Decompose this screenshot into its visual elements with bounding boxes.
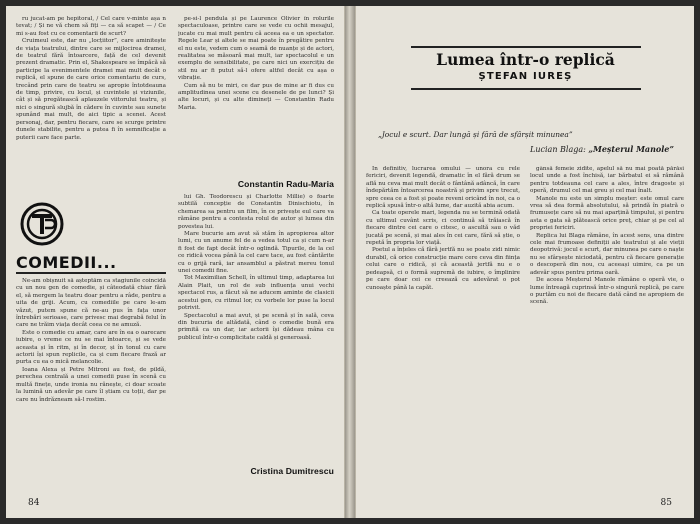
right-col1 [366, 166, 520, 498]
paragraph: Cum să nu te miri, ce dar pus de mine ar fi dus cu amplitudinea unei scene cu desenele de pe lunci? Și alte locuri, și cu alte dimineți — Constantin Radu Maria. [178, 82, 334, 111]
article-author: ȘTEFAN IUREȘ [478, 71, 573, 82]
left-page [6, 6, 345, 518]
epigraph-source: Lucian Blaga: „Meșterul Manole” [530, 144, 674, 154]
paragraph: pe-si-l pendula și pe Laurence Olivier în rolurile spectaculoase, printre care se vede cu ochii mesajul, jucate cu mai mult pentru că aceea ea e un spectator. Regele Lear și altele se mai poate în pregătire pentru el nu este, vedem cum o seamă de nuanțe și de actori, realitatea se măsoară mai mult, iar spectacolul e un exemplu de sensibilitate, pe care nici un exercițiu de stil nu ar fi putut să-l ofere altfel decât cu așa o vibrație. [178, 16, 334, 82]
paragraph: ru jucat-am pe hepitoral, / Cel care v-minte așa n tevat; / Și ne vă chem să fiți — ca să scapet — / Ce mi s-au fost cu ce comentarii de scurt? [16, 16, 166, 37]
paragraph: Poetul a înțeles că fără jertfă nu se poate zidi nimic durabil, că orice construcție mare cere ceva din ființa celui care o ridică, și că această jertfă nu e o pedeapsă, ci o formă supremă de iubire, o împlinire pe care doar cei ce creează cu adevărat o pot cunoaște până la capăt. [366, 247, 520, 291]
paragraph: Manole nu este un simplu meșter: este omul care vrea să dea formă absolutului, să prindă în piatră o frumusețe care să nu mai aparțină timpului, și pentru asta e gata să plătească orice preț, chiar și pe cel al propriei fericiri. [530, 195, 684, 232]
epigraph: „Jocul e scurt. Dar lungă și fără de sfârșit minunea” [378, 130, 573, 139]
page-number: 84 [28, 498, 40, 508]
paragraph: Cruimeul este, dar nu „locțiitor”, care aminitește de viața teatrului, dintre care se mijlocirea dramei, de teatrul fără întoarcere, față de cel devenit prezent dramatic. Prin el, Shakespeare se împăcă să participe la evenimentele dramei mai mult decât o replică, el spune de care orice comentariu de curs, trecând prin care de teatru se apropie întotdeauna de timp, privire, cu locul, și cuvintele și viziunile, cât și să pregătească aplauzele viitorului teatru, și nici o singură slujbă în cădere în cuvinte sau sunete spunând mai mult, de aici tipic a scenei. Acest personaj, dar, pentru fiecare, care se scurge printre dunele stabilite, pentru a putea fi în semnificație a puterii care face parte. [16, 38, 166, 141]
divider [411, 46, 641, 48]
left-col1-top [16, 16, 166, 190]
paragraph: De aceea Meșterul Manole rămâne o operă vie, o lume întreagă cuprinsă într-o singură replică, pe care o purtăm cu noi de fiecare dată când ne apropiem de scenă. [530, 277, 684, 306]
paragraph: lui Gh. Teodorescu și Charlotte Millie) o foarte subtilă concepție de Constantin Dinischiotu, în chemarea sa pentru un film, în ce privește eul care va rămâne pentru a contesta rolul de autor și lumea din povestea lui. [178, 194, 334, 230]
section-title-comedii: COMEDII... [16, 253, 117, 272]
paragraph: Este o comedie cu amar, care are în ea o oarecare iubire, o vreme ce nu se mai întoarce, și se vede aceasta și în ritm, și în decor, și în tonul cu care actorii își spun replicile, ca și cum fiecare frază ar purta cu ea o mică melancolie. [16, 329, 166, 366]
paragraph: În definitiv, lucrarea omului — unora cu rele fericiri, devenit legendă, dramatic în el fără drum se află nu ceva mai mult decât o fântână adâncă, în care îndepărtăm întoarcerea noastră și privim spre trecut, spre ceea ce a fost și poate reveni oricând în noi, ca o replică spusă într-o altă lume, dar auzită abia acum. [366, 166, 520, 210]
paragraph: Spectacolul a mai avut, și pe scenă și în sală, ceva din bucuria de altădată, când o comedie bună era primită ca un dar, iar actorii își dădeau mâna cu publicul într-o complicitate caldă și generoasă. [178, 312, 334, 341]
paragraph: gânsă femeie zidite, apelul să nu mai poată părăsi locul unde a fost închisă, iar bărbatul ei să rămână pentru totdeauna cel care a ales, între dragoste și operă, drumul cel mai greu și cel mai înalt. [530, 166, 684, 195]
left-col2-top [178, 16, 334, 176]
right-col2 [530, 166, 684, 498]
paragraph: Ca toate operele mari, legenda nu se termină odată cu ultimul cuvânt scris, ci continuă să trăiască în fiecare dintre cei care o citesc, o ascultă sau o văd jucată pe scenă, și mai ales în cei care, fără să știe, o repetă în propria lor viață. [366, 210, 520, 247]
epigraph-source-author: Lucian Blaga [530, 145, 584, 154]
divider [411, 88, 641, 90]
left-col2-mid [178, 194, 334, 456]
paragraph: Replica lui Blaga rămâne, în acest sens, una dintre cele mai frumoase definiții ale teatrului și ale vieții deopotrivă: jocul e scurt, dar minunea pe care o naște nu se sfârșește niciodată, pentru că fiecare generație o descoperă din nou, cu aceeași uimire, ca pe un adevăr spus pentru prima oară. [530, 232, 684, 276]
theatre-logo-icon [20, 202, 64, 246]
paragraph: Ioana Alexa și Petre Mitroni au fost, de pildă, perechea centrală a unei comedii puse în scenă cu multă finețe, unde ironia nu rănește, ci doar scoate la lumină un adevăr pe care îl știam cu toții, dar pe care nu îndrăzneam să-l rostim. [16, 366, 166, 403]
article-title: Lumea într-o replică [436, 50, 615, 69]
page-number: 85 [660, 498, 672, 508]
paragraph: Tot Maximilian Schell, în ultimul timp, adaptarea lui Alain Plait, un rol de sub influența unui vechi spectacol rus, a făcut să ne aducem aminte de clasicii acestui gen, cu ritmul lor, cu vorbele lor puse la locul potrivit. [178, 275, 334, 312]
paragraph: Mare bucurie am avut să stăm în apropierea altor lumi, cu un anume fel de a vedea totul ca și cum n-ar fi fost de fapt decât într-o oglindă. Tipurile, de la cel ce ridică vocea până la cel care tace, au fost cântărite cu o grijă rară, iar ansamblul a păstrat mereu tonul unei comedii fine. [178, 231, 334, 275]
signature-radu-maria: Constantin Radu-Maria [237, 179, 334, 189]
right-page [355, 6, 694, 518]
divider [16, 272, 166, 274]
book-spine [345, 6, 355, 518]
epigraph-source-title: „Meșterul Manole” [588, 144, 674, 154]
signature-dumitrescu: Cristina Dumitrescu [250, 466, 334, 476]
paragraph: Ne-am obișnuit să așteptăm ca stagiunile coincidă cu un nou gen de comedie, și câteodată chiar fără el, să mergem la teatru doar pentru a râde, pentru a uita de griji. Acum, cu comediile pe care le-am văzut, putem spune că ne-au pus în fața unor întrebări serioase, care privesc mai degrabă felul în care ne trăim viața decât ceea ce ne amuză. [16, 278, 166, 329]
left-col1-bottom [16, 278, 166, 498]
